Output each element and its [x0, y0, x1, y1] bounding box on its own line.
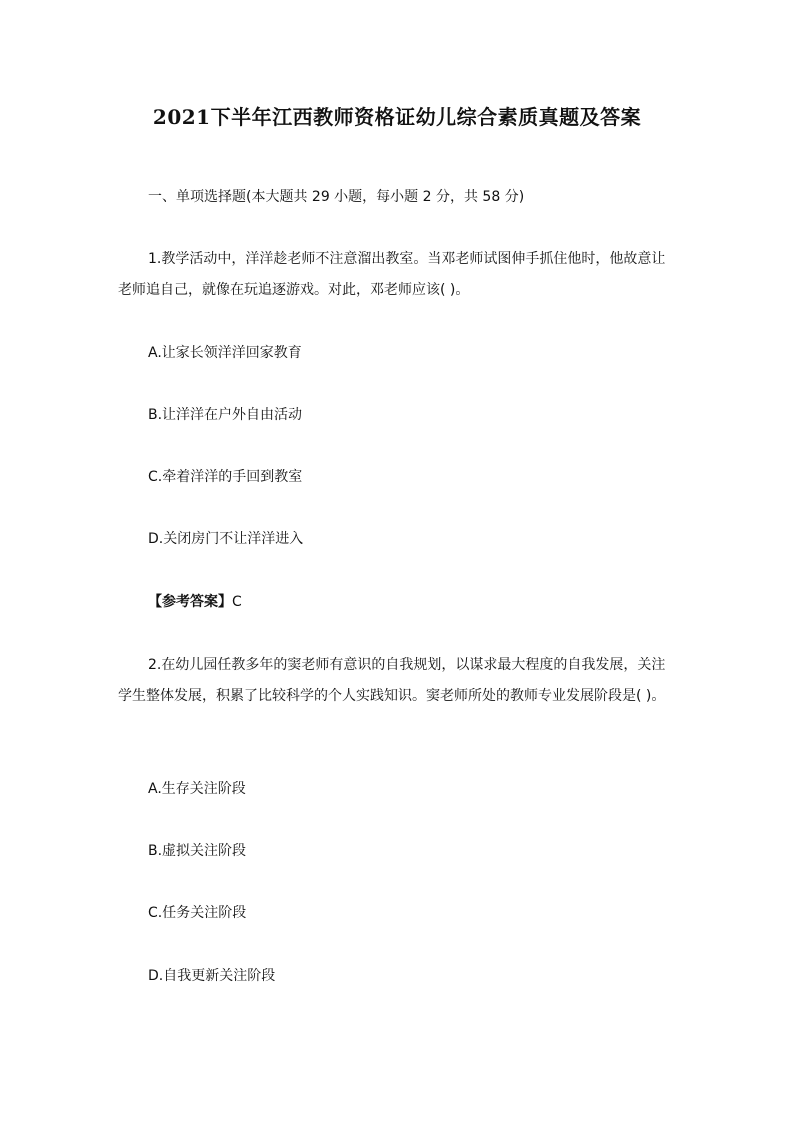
section-heading: 一、单项选择题(本大题共 29 小题，每小题 2 分，共 58 分)	[148, 189, 525, 205]
question-2-stem-line-1: 2.在幼儿园任教多年的窦老师有意识的自我规划，以谋求最大程度的自我发展，关注	[148, 657, 666, 673]
question-1-answer	[148, 592, 242, 612]
question-1-option-d: D.关闭房门不让洋洋进入	[148, 531, 304, 547]
question-2-stem-line-2: 学生整体发展，积累了比较科学的个人实践知识。窦老师所处的教师专业发展阶段是( )。	[118, 688, 666, 704]
question-1-stem-line-2: 老师追自己，就像在玩追逐游戏。对此，邓老师应该( )。	[118, 282, 470, 298]
question-1-option-a: A.让家长领洋洋回家教育	[148, 345, 302, 361]
answer-label: 【参考答案】	[148, 594, 232, 610]
question-2-option-b: B.虚拟关注阶段	[148, 843, 247, 859]
question-1-stem-line-1: 1.教学活动中，洋洋趁老师不注意溜出教室。当邓老师试图伸手抓住他时，他故意让	[148, 251, 666, 267]
answer-value: C	[232, 594, 242, 610]
question-2-option-c: C.任务关注阶段	[148, 905, 247, 921]
question-1-option-c: C.牵着洋洋的手回到教室	[148, 469, 303, 485]
question-2-option-a: A.生存关注阶段	[148, 781, 246, 797]
document-title: 2021下半年江西教师资格证幼儿综合素质真题及答案	[152, 105, 642, 129]
question-2-option-d: D.自我更新关注阶段	[148, 968, 276, 984]
question-1-option-b: B.让洋洋在户外自由活动	[148, 407, 303, 423]
